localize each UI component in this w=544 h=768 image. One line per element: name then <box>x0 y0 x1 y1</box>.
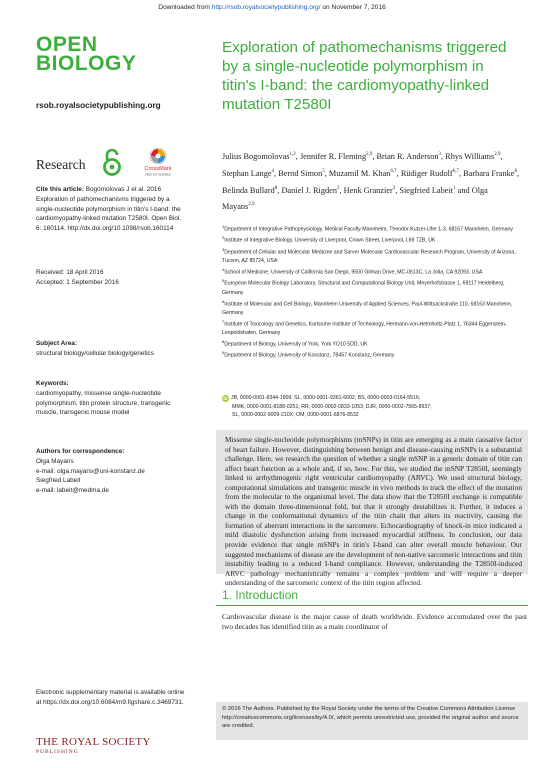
orcid-line: MMK, 0000-0001-8188-0251; RR, 0000-0002-0833-1053; DJR, 0000-0002-7565-8937; <box>232 403 432 410</box>
cite-text: Bogomolovas J et al. 2016 Exploration of pathomechanisms triggered by a single-nucleotide polymorphism in titin's I-band: the cardiomyopathy-linked mutation T2580I. Open Biol. 6: 160114. http://dx.doi.org/10.1098/rsob.160114 <box>36 186 182 233</box>
correspondence-head: Authors for correspondence: <box>36 448 125 455</box>
affiliation: $^1$Department of Integrative Pathophysiology, Medical Faculty Mannheim, Theodor-Kutzer-Ufer 1-3, 68167 Mannheim, Germany <box>222 224 513 233</box>
author-affil-sup: 1 <box>453 185 456 191</box>
author-affil-sup: 4 <box>271 168 275 174</box>
author-affil-sup: 8 <box>274 185 278 191</box>
citation <box>36 185 186 234</box>
affiliation: $^9$Department of Biology, University of Konstanz, 78457 Konstanz, Germany <box>222 350 395 360</box>
author-name: Brian R. Anderson <box>376 151 439 161</box>
author-affil-sup: 2,9 <box>248 202 255 208</box>
subject-head: Subject Area: <box>36 340 77 347</box>
publisher-sub: PUBLISHING <box>36 749 79 755</box>
publisher-name: THE ROYAL SOCIETY <box>36 736 151 748</box>
keywords-head: Keywords: <box>36 380 69 387</box>
author-name: Rüdiger Rudolf <box>400 168 453 178</box>
author-name: Siegfried Labeit <box>399 185 454 195</box>
subject-area <box>36 339 186 359</box>
section-label: Research <box>36 157 86 172</box>
logo-line-open: OPEN <box>36 33 98 56</box>
publisher-logo <box>36 736 151 755</box>
research-row <box>36 147 206 177</box>
corr-email[interactable]: e-mail: labeit@medma.de <box>36 487 109 495</box>
author-name: Daniel J. Rigden <box>281 185 337 195</box>
author-affil-sup: 2,9 <box>494 152 501 157</box>
affiliation: $^5$European Molecular Biology Laboratory, Structural and Computational Biology Unit, Meyerhofstrasse 1, 69117 Heidelberg, Germany <box>222 278 505 296</box>
crossmark-label: CrossMark <box>144 166 172 172</box>
author-name: Jennifer R. Fleming <box>299 151 367 161</box>
intro-divider <box>216 605 528 606</box>
crossmark-icon[interactable] <box>140 147 176 177</box>
affiliation: $^2$Institute of Integrative Biology, University of Liverpool, Crown Street, Liverpool, L69 7ZB, UK <box>222 235 436 245</box>
author-name: Stephan Lange <box>222 168 272 178</box>
corr-email[interactable]: e-mail: olga.mayans@uni-konstanz.de <box>36 467 145 475</box>
author-name: Rhys Williams <box>445 151 495 161</box>
author-name: Bernd Simon <box>278 168 323 178</box>
orcid-line: SL, 0000-0002-9009-210X; OM, 0000-0001-6876-8532 <box>232 412 359 419</box>
intro-heading: 1. Introduction <box>222 588 299 602</box>
subject-text: structural biology/cellular biology/genetics <box>36 349 154 357</box>
affiliation: $^3$Department of Cellular and Molecular Medicine and Sarver Molecular Cardiovascular Research Program, University of Arizona, Tucson, AZ 85724, USA <box>222 246 516 265</box>
author-name: Barbara Franke <box>463 168 515 178</box>
affiliation: $^6$Institute of Molecular and Cell Biology, Mannheim University of Applied Sciences, Paul-Wittsackstraße 110, 68163 Mannheim, Germany <box>222 298 513 317</box>
correspondence <box>36 447 186 496</box>
affiliation: $^7$Institute of Toxicology and Genetics, Karlsruhe Institute of Technology, Hermann-von-Helmholtz-Platz 1, 76344 Eggenstein-Leopoldshafen, Germany <box>222 318 507 337</box>
dates <box>36 268 186 288</box>
corr-name: Olga Mayans <box>36 457 74 465</box>
affiliation: $^4$School of Medicine, University of California San Diego, 9500 Gilman Drive, MC-0613C, La Jolla, CA 92093, USA <box>222 267 483 276</box>
orcid-icon: iD <box>223 396 228 401</box>
download-banner: Downloaded from http://rsob.royalsocietypublishing.org/ on November 7, 2016 <box>158 4 386 11</box>
author-affil-sup: 6,7 <box>452 168 459 174</box>
orcid-ids <box>222 394 522 420</box>
keywords-text: cardiomyopathy, missense single-nucleotide polymorphism, titin protein structure, transgenic muscle, transgenic mouse model <box>36 389 171 417</box>
license-box: © 2016 The Authors. Published by the Royal Society under the terms of the Creative Commons Attribution License http://creativecommons.org/licenses/by/4.0/, which permits unrestricted use, provided the original author and source are credited. <box>216 702 528 740</box>
keywords <box>36 379 186 418</box>
accepted-date: Accepted: 1 September 2016 <box>36 278 119 286</box>
author-name: Belinda Bullard <box>222 185 275 195</box>
received-date: Received: 18 April 2016 <box>36 269 104 276</box>
corr-name: Siegfried Labeit <box>36 477 81 485</box>
supplementary-note: Electronic supplementary material is available online at https://dx.doi.org/10.6084/m9.figshare.c.3469731. <box>36 689 185 706</box>
author-name: Olga Mayans <box>222 185 488 212</box>
crossmark-sub: click for updates <box>145 172 171 177</box>
affiliations <box>222 223 522 361</box>
affiliation: $^8$Department of Biology, University of York, York YO10 5DD, UK <box>222 338 368 348</box>
intro-text: Cardiovascular disease is the major cause of death worldwide. Evidence accumulated over the past two decades has identified titin as a main coordinator of <box>222 612 527 631</box>
author-affil-sup: 3 <box>392 185 396 191</box>
author-list: Julius Bogomolovas$^{1,2}$, Jennifer R. Fleming$^{2,9}$, Brian R. Anderson$^3$, Rhys Williams$^{2,9}$, Stephan Lange$^4$, Bernd Simon$^5$, Muzamil M. Khan$^{6,7}$, Rüdiger Rudolf$^{6,7}$, Barbara Franke$^8$, Belinda Bullard$^8$, Daniel J. Rigden$^2$, Henk Granzier$^3$, Siegfried Labeit$^1$ and Olga Mayans$^{2,9}$ <box>222 151 520 212</box>
open-access-icon <box>102 148 122 176</box>
author-name: Henk Granzier <box>343 185 393 195</box>
abstract: Missense single-nucleotide polymorphisms (mSNPs) in titin are emerging as a main causative factor of heart failure. However, distinguishing between benign and disease-causing mSNPs is a substantial challenge. Here, we research the question of whether a single mSNP in a generic domain of titin can affect heart function as a whole and, if so, how. For this, we studied the mSNP T2850I, seemingly linked to arrhythmogenic right ventricular cardiomyopathy (ARVC). We used structural biology, computational simulations and transgenic muscle in vivo methods to track the effect of the mutation from the molecular to the organismal level. The data show that the T2850I exchange is compatible with the domain three-dimensional fold, but that it strongly destabilizes it. Further, it induces a change in the conformational dynamics of the titin chain that alters its reactivity, causing the formation of aberrant interactions in the sarcomere. Echocardiography of knock-in mice indicated a mild diastolic dysfunction arising from increased myocardial stiffness. In conclusion, our data provide evidence that single mSNPs in titin's I-band can alter overall muscle behaviour. Our suggested mechanisms of disease are the development of non-native sarcomeric interactions and titin instability leading to a reduced I-band compliance. However, understanding the T2850I-induced ARVC pathology mechanistically remains a complex problem and will require a deeper understanding of the sarcomeric context of the titin region affected. <box>216 430 528 574</box>
cite-label: Cite this article: <box>36 186 84 193</box>
journal-logo[interactable] <box>36 35 136 73</box>
article-title: Exploration of pathomechanisms triggered by a single-nucleotide polymorphism in titin's I-band: the cardiomyopathy-linked mutation T2580I <box>222 39 507 113</box>
author-affil-sup: 2,9 <box>366 152 373 157</box>
logo-line-biology: BIOLOGY <box>36 52 137 75</box>
author-affil-sup: 5 <box>322 168 325 174</box>
author-affil-sup: 8 <box>514 168 517 174</box>
banner-link[interactable]: http://rsob.royalsocietypublishing.org/ <box>211 4 321 11</box>
journal-site[interactable]: rsob.royalsocietypublishing.org <box>36 101 161 110</box>
author-name: Julius Bogomolovas <box>222 151 290 161</box>
author-name: Muzamil M. Khan <box>328 168 391 178</box>
author-affil-sup: 1,2 <box>289 152 296 157</box>
author-affil-sup: 6,7 <box>390 168 397 174</box>
author-affil-sup: 2 <box>336 185 340 191</box>
orcid-line: iD JB, 0000-0001-8344-1909; SL, 0000-0001-9361-6602; BS, 0000-0003-0164-5516; <box>223 395 421 401</box>
author-affil-sup: 3 <box>438 152 441 157</box>
